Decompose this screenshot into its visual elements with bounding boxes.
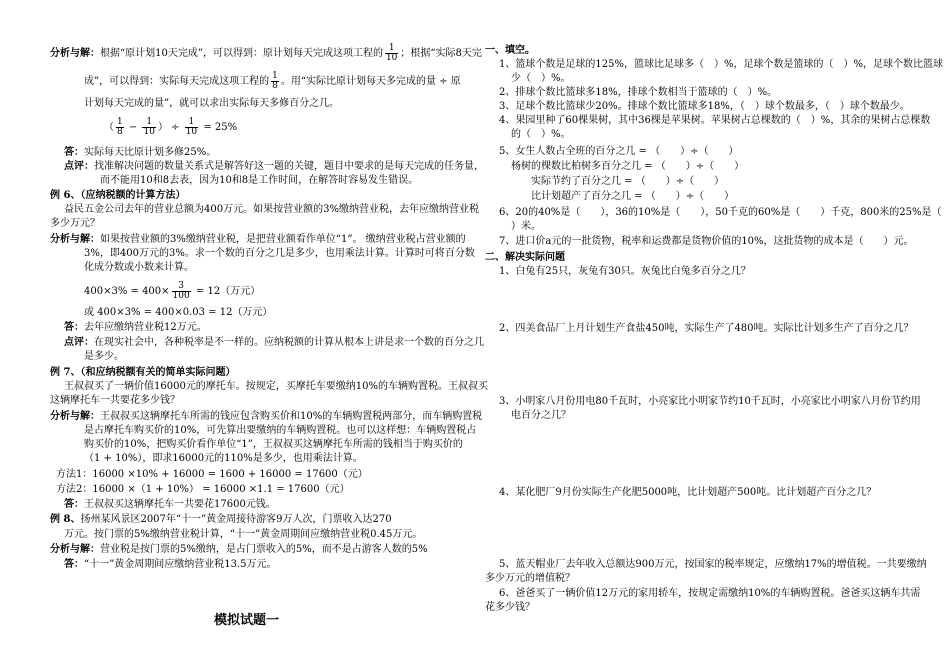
comment-label: 点评： [64, 161, 94, 172]
word-problem: 2、四美食品厂上月计划生产食盐450吨，实际生产了480吨。实际比计划多生产了百分之几？ [499, 323, 914, 334]
answer-label: 答： [64, 322, 84, 333]
comment-line [64, 160, 484, 173]
fraction [116, 118, 124, 137]
example-6-title: 例 6、（应纳税额的计算方法） [50, 190, 186, 201]
question-line: 这辆摩托车一共要花多少钱？ [50, 395, 180, 406]
fill-question: 少（ ）%。 [511, 73, 571, 84]
question-line: 益民五金公司去年的营业总额为400万元。如果按营业额的3%缴纳营业税，去年应缴纳营业税 [64, 204, 479, 215]
answer-label: 答： [64, 499, 84, 510]
answer-line [64, 558, 277, 571]
analysis-line: （1 + 10%），即求16000元的110%是多少，也用乘法计算。 [84, 453, 363, 464]
text: 王叔叔买这辆摩托车一共要花17600元钱。 [84, 499, 276, 510]
answer-line [64, 146, 216, 159]
text: 如果按营业额的3%缴纳营业税，是把营业额看作单位“1”。 缴纳营业税占营业额的 [100, 234, 466, 245]
example-8-title: 例 8、 [50, 514, 81, 525]
question-line: 万元。按门票的5%缴纳营业税计算，“十一”黄金周期间应缴纳营业税0.45万元。 [64, 529, 423, 540]
fraction [271, 72, 279, 91]
answer-line [64, 321, 207, 334]
comment-line [64, 336, 484, 349]
comment-label: 点评： [64, 337, 94, 348]
fill-question: 6、20的40%是（ ），36的10%是（ ），50千克的60%是（ ）千克，800米的25%是（ [499, 207, 942, 218]
section-1-title: 一、填空。 [485, 45, 535, 56]
fill-question: 7、进口价a元的一批货物，税率和运费都是货物价值的10%，这批货物的成本是（ ）元。 [499, 236, 914, 247]
question-line: 多少万元？ [50, 218, 100, 229]
analysis-label: 分析与解： [50, 234, 100, 245]
example-8-line [50, 513, 392, 526]
fraction [185, 118, 198, 137]
example-7-title: 例 7、（和应纳税额有关的简单实际问题） [50, 367, 236, 378]
question-line: 王叔叔买了一辆价值16000元的摩托车。按规定，买摩托车要缴纳10%的车辆购置税。王叔叔买 [64, 381, 489, 392]
comment-line: 而不能用10和8去表，因为10和8是工作时间，在解答时容易发生错误。 [100, 175, 419, 186]
text: 王叔叔买这辆摩托车所需的钱应包含购买价和10%的车辆购置税两部分，而车辆购置税 [100, 411, 483, 422]
answer-label: 答： [64, 147, 84, 158]
fill-question: 的（ ）%。 [511, 129, 571, 140]
word-problem: 多少万元的增值税？ [485, 573, 575, 584]
text: − [125, 122, 141, 133]
analysis-line [50, 44, 482, 63]
text: 营业税是按门票的5%缴纳，是占门票收入的5%，而不是占游客人数的5% [100, 544, 428, 555]
text: = 25% [200, 122, 238, 133]
fraction [172, 282, 191, 301]
text: 400×3% = 400× [84, 286, 170, 297]
word-problem: 5、蓝天帽业厂去年收入总额达900万元，按国家的税率规定，应缴纳17%的增值税。一共要缴纳 [499, 559, 927, 570]
text: ；根据“实际8天完 [400, 48, 482, 59]
analysis-label: 分析与解： [50, 544, 100, 555]
text: 在现实社会中，各种税率是不一样的。应纳税额的计算从根本上讲是求一个数的百分之几 [94, 337, 484, 348]
answer-line [64, 498, 276, 511]
word-problem: 1、白兔有25只，灰兔有30只。灰兔比白兔多百分之几？ [499, 266, 751, 277]
analysis-line [50, 233, 466, 246]
analysis-line: 是占摩托车购买价的10%，可先算出要缴纳的车辆购置税。也可以这样想：车辆购置税占 [84, 425, 477, 436]
text: 实际每天比原计划多修25%。 [84, 147, 217, 158]
analysis-label: 分析与解： [50, 48, 100, 59]
text: 扬州某风景区2007年“十一”黄金周接待游客9万人次，门票收入达270 [80, 514, 392, 525]
fill-question: 2、排球个数比篮球多18%，排球个数相当于篮球的（ ）%。 [499, 87, 778, 98]
fraction [142, 118, 155, 137]
section-heading: 模拟试题一 [214, 613, 280, 628]
denominator: 8 [117, 127, 123, 137]
denominator: 10 [143, 127, 155, 137]
text: ） ÷ [157, 122, 183, 133]
equation [104, 118, 237, 137]
word-problem: 4、某化肥厂9月份实际生产化肥5000吨，比计划超产500吨。比计划超产百分之几？ [499, 487, 877, 498]
analysis-line: 3%，即400万元的3%。求一个数的百分之几是多少，也用乘法计算。计算时可将百分数 [84, 248, 475, 259]
text: 去年应缴纳营业税12万元。 [84, 322, 207, 333]
denominator: 100 [172, 291, 190, 301]
fill-question: 5、女生人数占全班的百分之几 = （ ）÷（ ） [499, 146, 739, 157]
comment-line: 是多少。 [84, 351, 124, 362]
denominator: 8 [272, 81, 278, 91]
word-problem: 花多少钱？ [485, 602, 535, 613]
text: （ [104, 122, 114, 133]
numerator: 3 [172, 282, 191, 292]
analysis-line: 计划每天完成的量”，就可以求出实际每天多修百分之几。 [84, 98, 340, 109]
numerator: 1 [272, 71, 278, 81]
text: 。用“实际比原计划每天多完成的量 ÷ 原 [280, 76, 461, 87]
equation: 或 400×3% = 400×0.03 = 12（万元） [84, 307, 273, 318]
text: 根据“原计划10天完成”，可以得到：原计划每天完成这项工程的 [100, 48, 383, 59]
fraction [385, 44, 398, 63]
text: “十一”黄金周期间应缴纳营业税13.5万元。 [84, 559, 277, 570]
numerator: 1 [385, 44, 398, 54]
method-2: 方法2：16000 ×（1 + 10%） = 16000 ×1.1 = 17600（元） [56, 484, 350, 495]
text: 找准解决问题的数量关系式是解答好这一题的关键，题目中要求的是每天完成的任务量， [94, 161, 484, 172]
analysis-line [50, 543, 428, 556]
fill-question: ）米。 [511, 221, 541, 232]
fill-question: 比计划超产了百分之几 = （ ）÷（ ） [531, 191, 735, 202]
word-problem: 3、小明家八月份用电80千瓦时，小亮家比小明家节约10千瓦时，小亮家比小明家八月份节约用 [499, 396, 921, 407]
fill-question: 1、篮球个数是足球的125%，篮球比足球多（ ）%，足球个数是篮球的（ ）%，足球个数比篮球 [499, 59, 943, 70]
word-problem: 电百分之几？ [511, 410, 571, 421]
equation [84, 282, 260, 301]
answer-label: 答： [64, 559, 84, 570]
text: = 12（万元） [192, 286, 261, 297]
analysis-line: 购买价的10%，把购买价看作单位“1”，王叔叔买这辆摩托车所需的钱相当于购买价的 [84, 439, 463, 450]
section-2-title: 二、解决实际问题 [485, 252, 565, 263]
fill-question: 杨树的棵数比柏树多百分之几 = （ ）÷（ ） [511, 161, 745, 172]
fill-question: 3、足球个数比篮球少20%。排球个数比篮球多18%，（ ）球个数最多，（ ）球个数最少。 [499, 101, 910, 112]
analysis-line: 化成分数或小数来计算。 [84, 262, 194, 273]
numerator: 1 [142, 118, 155, 128]
analysis-line [50, 410, 482, 423]
analysis-label: 分析与解： [50, 411, 100, 422]
numerator: 1 [185, 118, 198, 128]
fill-question: 实际节约了百分之几 = （ ）÷（ ） [531, 176, 725, 187]
numerator: 1 [117, 117, 123, 127]
fill-question: 4、果园里种了60棵果树，其中36棵是苹果树。苹果树占总棵数的（ ）%，其余的果树占总棵数 [499, 115, 931, 126]
text: 成”，可以得到：实际每天完成这项工程的 [84, 76, 270, 87]
denominator: 10 [385, 53, 398, 63]
method-1: 方法1：16000 ×10% + 16000 = 1600 + 16000 = 17600（元） [56, 469, 368, 480]
denominator: 10 [185, 127, 198, 137]
word-problem: 6、爸爸买了一辆价值12万元的家用轿车，按规定需缴纳10%的车辆购置税。爸爸买这辆车共需 [499, 588, 921, 599]
analysis-line [84, 72, 461, 91]
